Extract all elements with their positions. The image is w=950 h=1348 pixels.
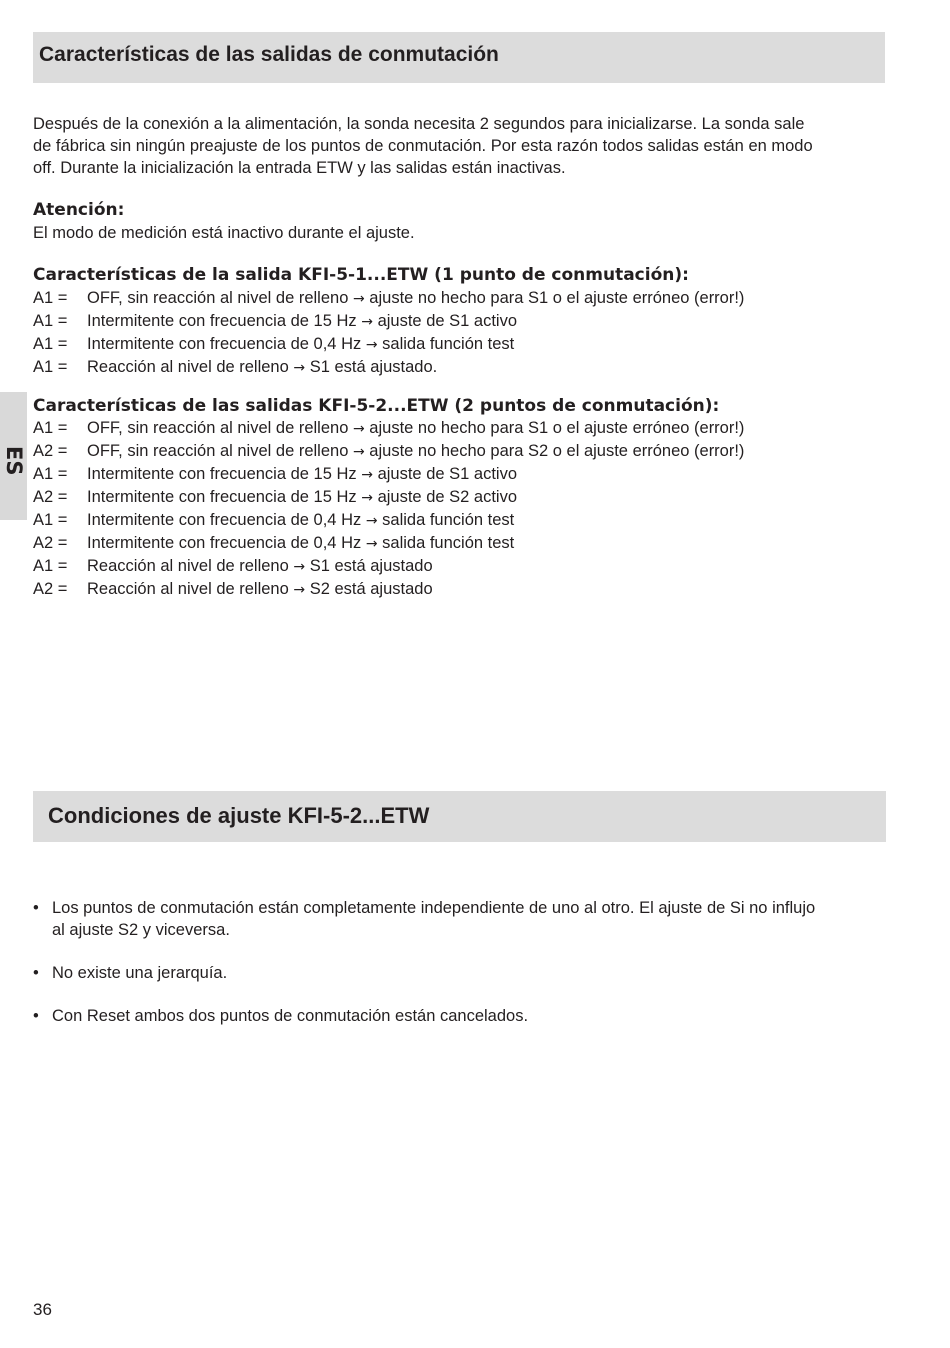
- intro-line: Después de la conexión a la alimentación, la sonda necesita 2 segundos para inicializarse. La sonda sale: [33, 115, 805, 133]
- section-title: Características de las salidas de conmutación: [39, 43, 499, 66]
- output-result: salida función test: [382, 534, 515, 552]
- output-result: S1 está ajustado: [309, 557, 433, 575]
- list-item: [33, 1005, 893, 1027]
- arrow-right-icon: →: [293, 582, 306, 598]
- arrow-right-icon: →: [365, 513, 378, 529]
- list-item-text: No existe una jerarquía.: [52, 964, 228, 982]
- output-result: salida función test: [382, 335, 515, 353]
- output-description: [87, 287, 744, 310]
- output-row: [33, 509, 744, 532]
- output-condition: Intermitente con frecuencia de 0,4 Hz: [87, 511, 362, 529]
- output-result: ajuste de S1 activo: [377, 312, 517, 330]
- output-condition: Reacción al nivel de relleno: [87, 358, 289, 376]
- output-row: [33, 287, 744, 310]
- output-description: [87, 486, 517, 509]
- arrow-right-icon: →: [293, 360, 306, 376]
- attention-text: El modo de medición está inactivo durante el ajuste.: [33, 224, 415, 242]
- list-item-text: Los puntos de conmutación están completamente independiente de uno al otro. El ajuste de Si no influjo: [52, 899, 816, 917]
- output-row: [33, 417, 744, 440]
- output-condition: OFF, sin reacción al nivel de relleno: [87, 442, 349, 460]
- output-code: A1 =: [33, 465, 68, 483]
- output-code: A2 =: [33, 488, 68, 506]
- output-condition: Intermitente con frecuencia de 0,4 Hz: [87, 534, 362, 552]
- arrow-right-icon: →: [352, 444, 365, 460]
- output-row: [33, 440, 744, 463]
- output-condition: Intermitente con frecuencia de 15 Hz: [87, 488, 357, 506]
- arrow-right-icon: →: [365, 536, 378, 552]
- output-condition: Intermitente con frecuencia de 0,4 Hz: [87, 335, 362, 353]
- output-description: [87, 356, 437, 379]
- bullet-icon: •: [33, 1007, 39, 1025]
- arrow-right-icon: →: [361, 490, 373, 506]
- output-row: [33, 310, 744, 333]
- output-code: A2 =: [33, 534, 68, 552]
- intro-line: off. Durante la inicialización la entrada ETW y las salidas están inactivas.: [33, 159, 566, 177]
- output-row: [33, 486, 744, 509]
- output-result: S1 está ajustado.: [309, 358, 438, 376]
- output-condition: OFF, sin reacción al nivel de relleno: [87, 289, 349, 307]
- kfi2-output-list: [33, 417, 744, 601]
- kfi1-heading: Características de la salida KFI-5-1...ETW (1 punto de conmutación):: [33, 265, 689, 285]
- arrow-right-icon: →: [365, 337, 378, 353]
- kfi2-heading: Características de las salidas KFI-5-2...ETW (2 puntos de conmutación):: [33, 396, 720, 416]
- output-description: [87, 310, 517, 333]
- output-row: [33, 578, 744, 601]
- output-condition: Intermitente con frecuencia de 15 Hz: [87, 465, 357, 483]
- output-code: A1 =: [33, 289, 68, 307]
- output-result: ajuste de S1 activo: [377, 465, 517, 483]
- output-description: [87, 417, 744, 440]
- output-code: A1 =: [33, 335, 68, 353]
- conditions-bullet-list: [33, 897, 893, 1048]
- output-result: salida función test: [382, 511, 515, 529]
- list-item: [33, 962, 893, 984]
- output-condition: Reacción al nivel de relleno: [87, 557, 289, 575]
- list-item-text: al ajuste S2 y viceversa.: [52, 921, 230, 939]
- output-code: A1 =: [33, 511, 68, 529]
- bullet-icon: •: [33, 899, 39, 917]
- output-result: ajuste no hecho para S1 o el ajuste erróneo (error!): [369, 419, 745, 437]
- list-item-text: Con Reset ambos dos puntos de conmutación están cancelados.: [52, 1007, 529, 1025]
- output-code: A2 =: [33, 580, 68, 598]
- output-description: [87, 333, 514, 356]
- output-code: A1 =: [33, 358, 68, 376]
- output-description: [87, 509, 514, 532]
- arrow-right-icon: →: [352, 421, 365, 437]
- output-code: A1 =: [33, 312, 68, 330]
- output-row: [33, 356, 744, 379]
- output-result: ajuste no hecho para S2 o el ajuste erróneo (error!): [369, 442, 745, 460]
- output-row: [33, 333, 744, 356]
- section-title: Condiciones de ajuste KFI-5-2...ETW: [48, 803, 430, 828]
- intro-paragraph: [33, 113, 893, 179]
- output-result: S2 está ajustado: [309, 580, 433, 598]
- attention-label: Atención:: [33, 200, 125, 220]
- arrow-right-icon: →: [361, 314, 373, 330]
- output-description: [87, 463, 517, 486]
- output-description: [87, 555, 433, 578]
- output-result: ajuste de S2 activo: [377, 488, 517, 506]
- page-number: 36: [33, 1300, 52, 1319]
- kfi1-output-list: [33, 287, 744, 379]
- output-row: [33, 532, 744, 555]
- output-code: A1 =: [33, 557, 68, 575]
- output-description: [87, 532, 514, 555]
- output-row: [33, 555, 744, 578]
- language-tab: [0, 392, 27, 520]
- output-code: A2 =: [33, 442, 68, 460]
- output-condition: Intermitente con frecuencia de 15 Hz: [87, 312, 357, 330]
- output-condition: Reacción al nivel de relleno: [87, 580, 289, 598]
- section-header-switching-outputs: [33, 32, 885, 83]
- section-header-adjustment-conditions: [33, 791, 886, 842]
- arrow-right-icon: →: [352, 291, 365, 307]
- language-tab-label: ES: [2, 446, 26, 476]
- arrow-right-icon: →: [293, 559, 306, 575]
- output-description: [87, 578, 433, 601]
- bullet-icon: •: [33, 964, 39, 982]
- output-result: ajuste no hecho para S1 o el ajuste erróneo (error!): [369, 289, 745, 307]
- list-item: [33, 897, 893, 941]
- output-code: A1 =: [33, 419, 68, 437]
- output-description: [87, 440, 744, 463]
- output-row: [33, 463, 744, 486]
- arrow-right-icon: →: [361, 467, 373, 483]
- intro-line: de fábrica sin ningún preajuste de los puntos de conmutación. Por esta razón todos salidas están en modo: [33, 137, 813, 155]
- output-condition: OFF, sin reacción al nivel de relleno: [87, 419, 349, 437]
